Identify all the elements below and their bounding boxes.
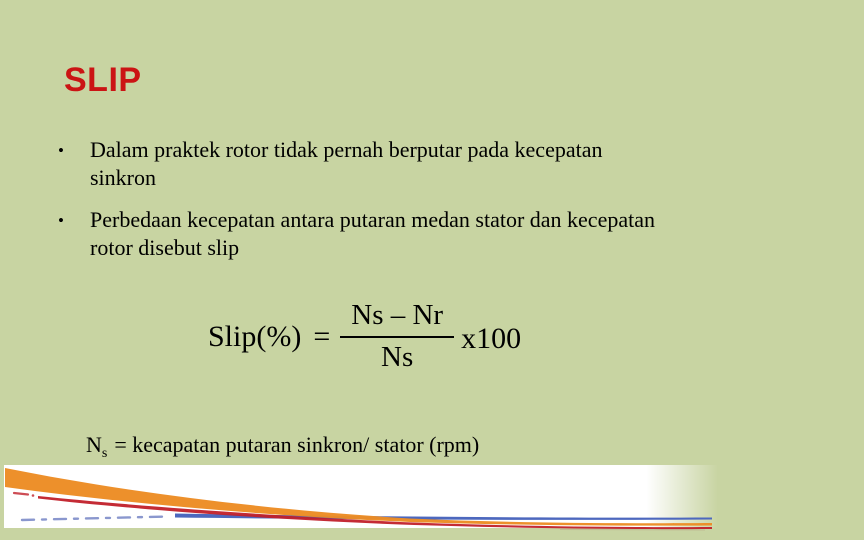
formula-equals-sign: = — [313, 319, 331, 353]
bullet-text — [90, 136, 602, 192]
bullet-line: Perbedaan kecepatan antara putaran medan stator dan kecepatan — [90, 207, 655, 232]
list-item — [58, 136, 830, 192]
slide-title: SLIP — [64, 61, 142, 99]
bottom-swoosh-decoration — [0, 460, 864, 540]
slip-formula — [208, 299, 521, 374]
fraction-denominator: Ns — [381, 341, 414, 373]
bullet-text — [90, 206, 655, 262]
bullet-list — [58, 136, 830, 262]
red-dot-icon — [32, 494, 35, 497]
bullet-line: Dalam praktek rotor tidak pernah berputar pada kecepatan — [90, 137, 603, 162]
fraction-numerator: Ns – Nr — [340, 299, 454, 338]
bullet-dot-icon: • — [58, 141, 64, 160]
symbol-subscript: s — [101, 446, 108, 461]
list-item — [58, 206, 830, 262]
definition-text: = kecapatan putaran sinkron/ stator (rpm) — [114, 432, 480, 457]
symbol: N — [86, 432, 102, 457]
bullet-dot-icon: • — [58, 211, 64, 230]
bullet-line: rotor disebut slip — [90, 235, 240, 260]
bullet-line: sinkron — [90, 165, 156, 190]
tan-thin-line — [560, 530, 705, 531]
formula-lhs: Slip(%) — [208, 319, 302, 353]
formula-multiplier: x100 — [461, 321, 522, 355]
formula-fraction — [340, 299, 454, 374]
red-dash-icon — [14, 493, 28, 495]
